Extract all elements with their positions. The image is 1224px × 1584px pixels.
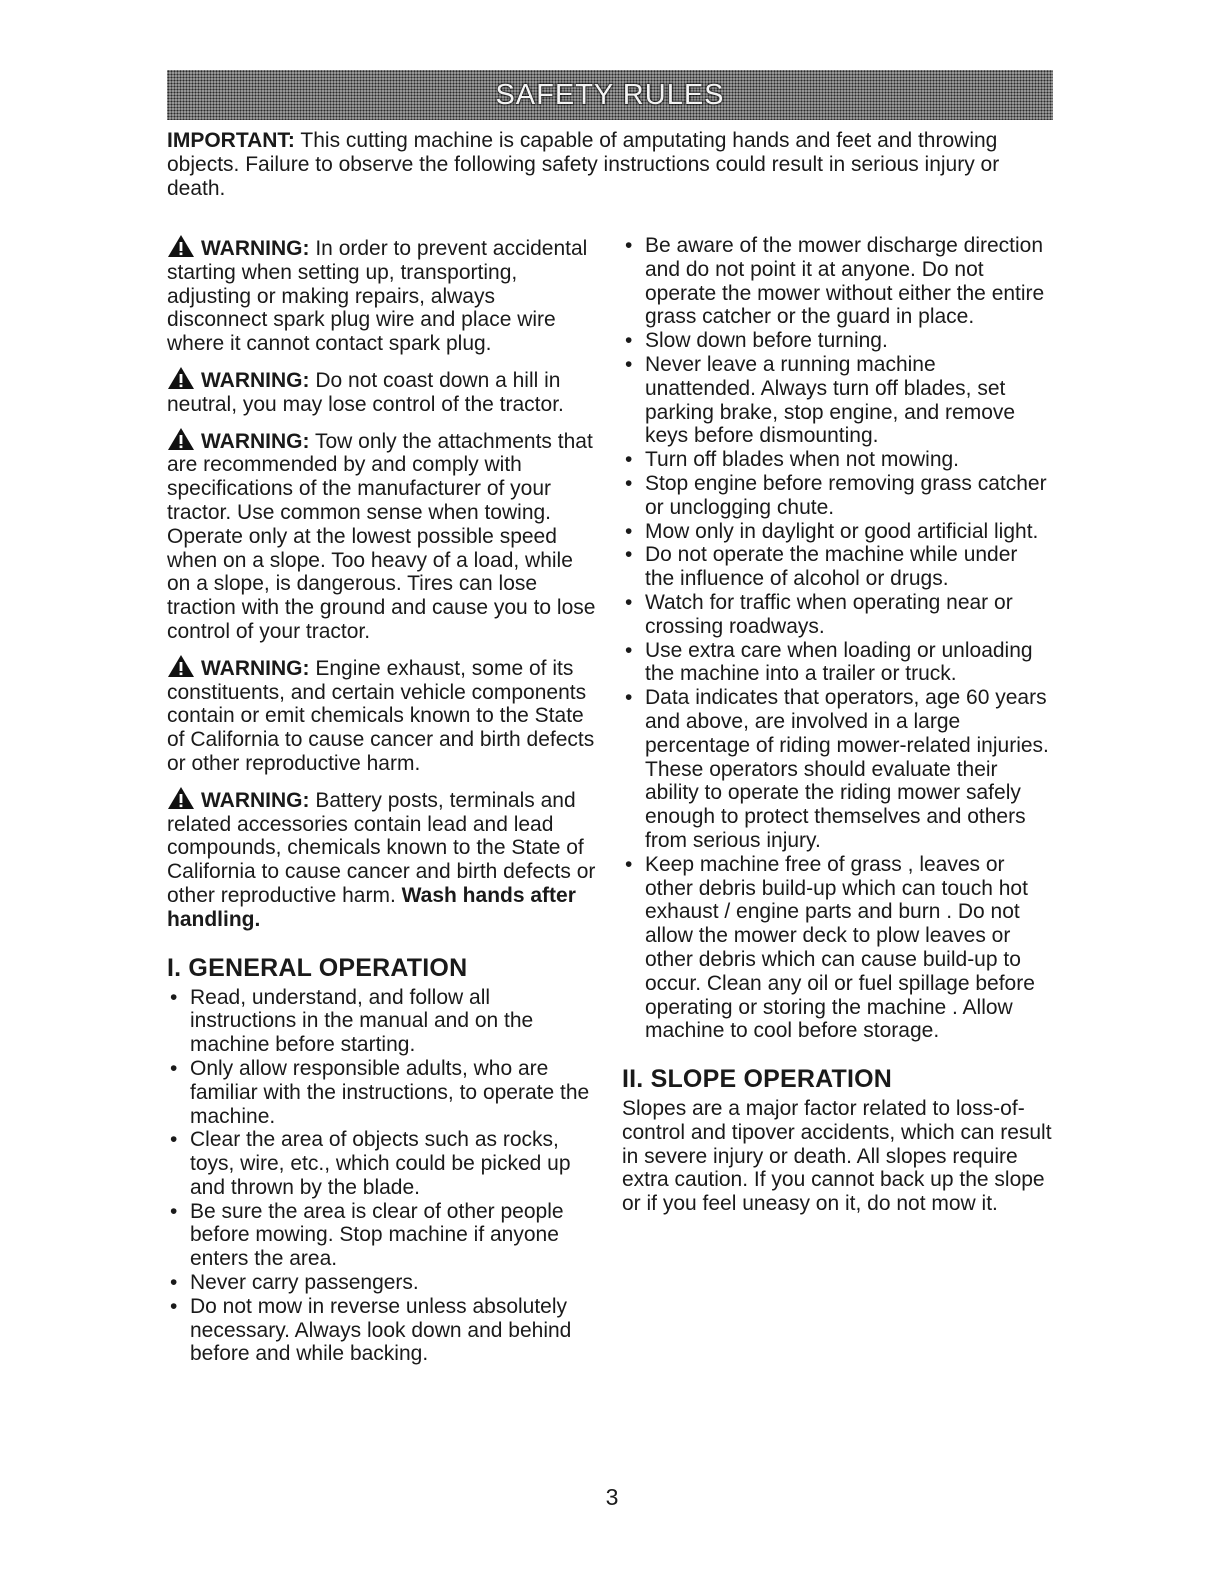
warning-triangle-icon (167, 427, 201, 451)
list-item: • Never carry passengers. (167, 1271, 597, 1295)
wash-hands-notice: Wash hands after handling. (167, 883, 576, 931)
warning-text: Engine exhaust, some of its constituents, and certain vehicle components contain or emit chemicals known to the State of California to cause cancer and birth defects or other reproductive harm. (167, 656, 595, 775)
list-item: • Slow down before turning. (622, 329, 1052, 353)
warning-triangle-icon (167, 366, 201, 390)
warning-triangle-icon (167, 786, 201, 810)
list-item: • Keep machine free of grass , leaves or other debris build-up which can touch hot exhaust / engine parts and burn . Do not allow the mower deck to plow leaves or other debris which can cause build-up to occur. Clean any oil or fuel spillage before operating or storing the machine . Allow machine to cool before storage. (622, 853, 1052, 1043)
warning-text: Tow only the attachments that are recommended by and comply with specifications of the manufacturer of your tractor. Use common sense when towing. Operate only at the lowest possible speed when on a slope. Too heavy of a load, while on a slope, is dangerous. Tires can lose traction with the ground and cause you to lose control of your tractor. (167, 429, 596, 643)
list-item: • Stop engine before removing grass catcher or unclogging chute. (622, 472, 1052, 520)
intro-label: IMPORTANT: (167, 129, 295, 152)
list-item: • Clear the area of objects such as rocks, toys, wire, etc., which could be picked up and thrown by the blade. (167, 1128, 597, 1199)
list-item: • Read, understand, and follow all instructions in the manual and on the machine before starting. (167, 986, 597, 1057)
warning-text: Battery posts, terminals and related accessories contain lead and lead compounds, chemicals known to the State of California to cause cancer and birth defects or other reproductive harm. (167, 788, 596, 907)
warning-block (167, 366, 597, 417)
warning-block (167, 654, 597, 776)
page-title: SAFETY RULES (495, 78, 725, 111)
warning-triangle-icon (167, 654, 201, 678)
intro-paragraph (167, 129, 1047, 201)
page-number: 3 (605, 1484, 619, 1510)
warning-block (167, 234, 597, 356)
list-item: • Do not mow in reverse unless absolutely necessary. Always look down and behind before and while backing. (167, 1295, 597, 1366)
intro-text: This cutting machine is capable of amputating hands and feet and throwing objects. Failure to observe the following safety instructions could result in serious injury or death. (167, 129, 1000, 200)
section-heading-slope-operation: II. SLOPE OPERATION (622, 1065, 893, 1094)
warning-block (167, 786, 597, 932)
list-item: • Only allow responsible adults, who are familiar with the instructions, to operate the machine. (167, 1057, 597, 1128)
list-item: • Do not operate the machine while under the influence of alcohol or drugs. (622, 543, 1052, 591)
warning-triangle-icon (167, 234, 201, 258)
slope-operation-text: Slopes are a major factor related to loss-of-control and tipover accidents, which can result in severe injury or death. All slopes require extra caution. If you cannot back up the slope or if you feel uneasy on it, do not mow it. (622, 1097, 1052, 1216)
list-item: • Use extra care when loading or unloading the machine into a trailer or truck. (622, 639, 1052, 687)
list-item: • Be sure the area is clear of other people before mowing. Stop machine if anyone enters the area. (167, 1200, 597, 1271)
safety-rules-list (622, 234, 1052, 1043)
warning-label: WARNING: (201, 656, 310, 680)
list-item: • Watch for traffic when operating near or crossing roadways. (622, 591, 1052, 639)
warning-label: WARNING: (201, 368, 310, 392)
left-column (167, 234, 597, 1366)
right-column (622, 234, 1052, 1216)
general-operation-list (167, 986, 597, 1367)
warning-text: In order to prevent accidental starting when setting up, transporting, adjusting or making repairs, always disconnect spark plug wire and place wire where it cannot contact spark plug. (167, 237, 588, 356)
section-banner (167, 70, 1053, 120)
warning-text: Do not coast down a hill in neutral, you may lose control of the tractor. (167, 368, 564, 416)
list-item: • Never leave a running machine unattended. Always turn off blades, set parking brake, stop engine, and remove keys before dismounting. (622, 353, 1052, 448)
list-item: • Mow only in daylight or good artificial light. (622, 520, 1052, 544)
list-item: • Turn off blades when not mowing. (622, 448, 1052, 472)
warning-block (167, 427, 597, 644)
warning-label: WARNING: (201, 788, 310, 812)
section-heading-general-operation: I. GENERAL OPERATION (167, 953, 468, 982)
warning-label: WARNING: (201, 429, 310, 453)
warning-label: WARNING: (201, 237, 310, 260)
list-item: • Data indicates that operators, age 60 years and above, are involved in a large percentage of riding mower-related injuries. These operators should evaluate their ability to operate the riding mower safely enough to protect themselves and others from serious injury. (622, 686, 1052, 853)
list-item: • Be aware of the mower discharge direction and do not point it at anyone. Do not operate the mower without either the entire grass catcher or the guard in place. (622, 234, 1052, 329)
